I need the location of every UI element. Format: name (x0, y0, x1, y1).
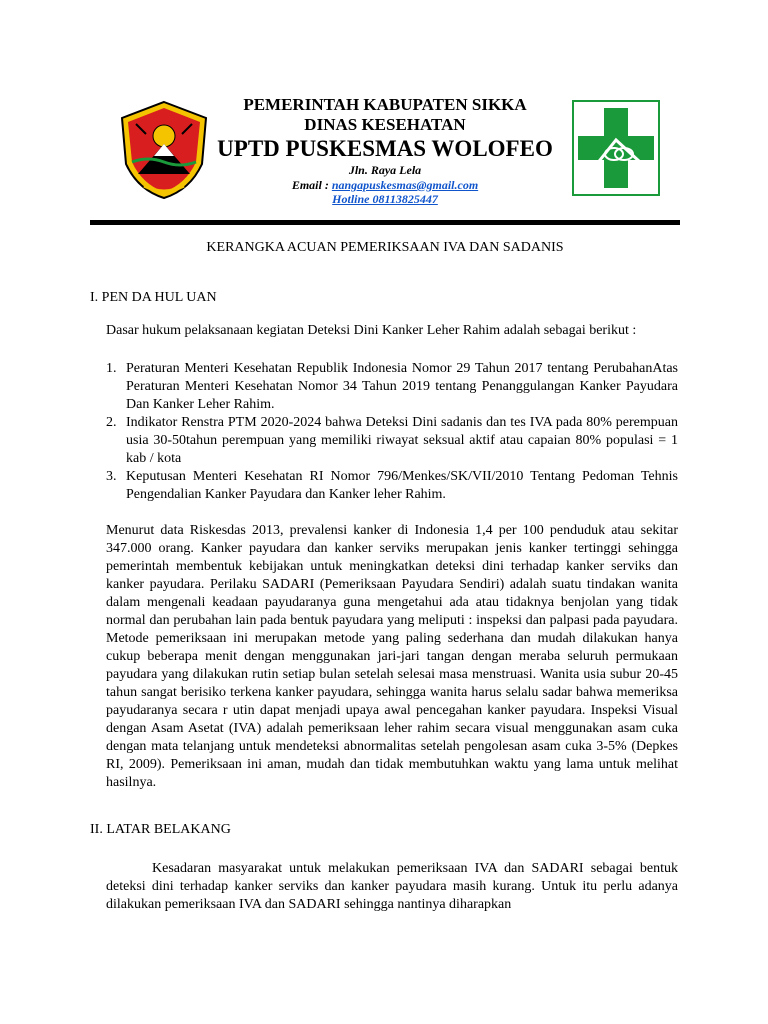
letterhead-line-government: PEMERINTAH KABUPATEN SIKKA (243, 95, 527, 114)
email-label: Email : (291, 178, 332, 192)
list-item-text: Indikator Renstra PTM 2020-2024 bahwa Deteksi Dini sadanis dan tes IVA pada 80% perempuan usia 30-50tahun perempuan yang memiliki riwayat seksual aktif atau capaian 80% populasi = 1 kab / kota (126, 415, 678, 466)
list-item-number: 2. (106, 415, 117, 430)
section-1-intro: Dasar hukum pelaksanaan kegiatan Deteksi Dini Kanker Leher Rahim adalah sebagai berikut : (106, 323, 637, 338)
hotline-link[interactable]: Hotline 08113825447 (332, 192, 438, 206)
section-1-body: Menurut data Riskesdas 2013, prevalensi kanker di Indonesia 1,4 per 100 penduduk atau sekitar 347.000 orang. Kanker payudara dan kanker serviks merupakan jenis kanker tertinggi sehingga pemerintah membentuk kebijakan untuk meningkatkan deteksi dini terhadap kanker serviks dan kanker payudara. Perilaku SADARI (Pemeriksaan Payudara Sendiri) adalah suatu tindakan wanita dalam mengenali keadaan payudaranya guna mengetahui ada atau tidaknya benjolan yang tidak normal dan perubahan lain pada bentuk payudara yang meliputi : inspeksi dan palpasi pada payudara. Metode pemeriksaan ini merupakan metode yang paling sederhana dan mudah dilakukan hanya cukup beberapa menit dengan menggunakan jari-jari tangan dengan meraba seluruh permukaan payudara yang dilakukan rutin setiap bulan setelah selesai masa menstruasi. Wanita usia subur 20-45 tahun sangat berisiko terkena kanker payudara, sehingga wanita harus selalu sadar bahwa memeriksa payudaranya secara r utin dapat menjadi upaya awal pencegahan kanker payudara. Inspeksi Visual dengan Asam Asetat (IVA) adalah pemeriksaan leher rahim secara visual menggunakan asam cuka dengan mata telanjang untuk mendeteksi abnormalitas setelah pengolesan asam cuka 3-5% (Depkes RI, 2009). Pemeriksaan ini aman, mudah dan tidak membutuhkan waktu yang lama untuk melihat hasilnya. (106, 523, 678, 790)
letterhead-hotline (150, 192, 620, 207)
list-item-text: Keputusan Menteri Kesehatan RI Nomor 796/Menkes/SK/VII/2010 Tentang Pedoman Tehnis Pengendalian Kanker Payudara dan Kanker leher Rahim. (126, 469, 678, 502)
list-item (106, 360, 678, 414)
legal-basis-list (106, 360, 678, 504)
document-title: KERANGKA ACUAN PEMERIKSAAN IVA DAN SADANIS (206, 240, 564, 255)
letterhead-line-institution: UPTD PUSKESMAS WOLOFEO (217, 136, 553, 161)
puskesmas-green-cross-icon (572, 100, 660, 196)
list-item (106, 468, 678, 504)
letterhead-divider (90, 220, 680, 225)
list-item-text: Peraturan Menteri Kesehatan Republik Indonesia Nomor 29 Tahun 2017 tentang PerubahanAtas Peraturan Menteri Kesehatan Nomor 34 Tahun 2019 tentang Penanggulangan Kanker Payudara Dan Kanker Leher Rahim. (126, 361, 678, 412)
section-1-heading: I. PEN DA HUL UAN (90, 290, 217, 305)
email-link[interactable]: nangapuskesmas@gmail.com (331, 178, 479, 192)
letterhead-email (150, 178, 620, 193)
list-item-number: 1. (106, 361, 117, 376)
list-item-number: 3. (106, 469, 117, 484)
letterhead-address: Jln. Raya Lela (348, 163, 422, 177)
letterhead-line-department: DINAS KESEHATAN (304, 115, 466, 134)
section-2-body: Kesadaran masyarakat untuk melakukan pemeriksaan IVA dan SADARI sebagai bentuk deteksi dini terhadap kanker serviks dan kanker payudara masih kurang. Untuk itu perlu adanya dilakukan pemeriksaan IVA dan SADARI sehingga nantinya diharapkan (106, 861, 678, 912)
section-2-heading: II. LATAR BELAKANG (90, 822, 231, 837)
list-item (106, 414, 678, 468)
